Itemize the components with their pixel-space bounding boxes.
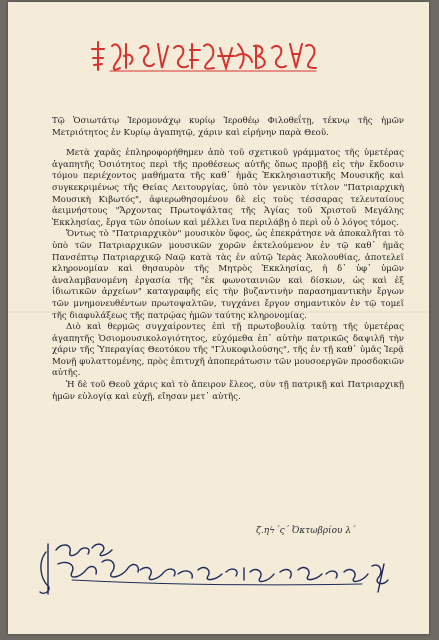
letter-body [52, 116, 404, 403]
paragraph-4: Ἡ δὲ τοῦ Θεοῦ χάρις καὶ τὸ ἄπειρον ἔλεος, σὺν τῇ πατρικῇ καὶ Πατριαρχικῇ ἡμῶν εὐλογίᾳ καὶ εὐχῇ, εἴησαν μετ᾽ αὐτῆς. [52, 380, 404, 402]
paragraph-2: Ὄντως τὸ "Πατριαρχικὸν" μουσικὸν ὕφος, ὡς ἐπεκράτησε νὰ ἀποκαλῆται τὸ ὑπὸ τῶν Πατριαρχικῶν μουσικῶν χορῶν ἐκτελούμενον ἐν τῷ καθ᾽ ἡμᾶς Πανσέπτῳ Πατριαρχικῷ Ναῷ κατὰ τὰς ἐν αὐτῷ Ἱερὰς Ἀκολουθίας, ἀποτελεῖ κληρονομίαν καὶ θησαυρὸν τῆς Μητρὸς Ἐκκλησίας, ἡ δ᾽ ὑφ᾽ ὑμῶν ἀναλαμβανομένη ἐργασία τῆς "ἐκ φωνοταινιῶν καὶ δίσκων, ὡς καὶ ἐξ ἰδιωτικῶν ἀρχείων" καταγραφῆς εἰς τὴν βυζαντινὴν παρασημαντικὴν ἔργων τῶν μνημονευθέντων πρωτοψαλτῶν, τυγχάνει ἔργον σημαντικὸν ἐν τῷ τομεῖ τῆς διαφυλάξεως τῆς πατρῴας ἡμῶν ταύτης κληρονομίας. [52, 229, 404, 321]
letter-date: ζ.ηϟ΄ς΄ Ὀκτωβρίου λ΄ [256, 526, 356, 536]
salutation: Τῷ Ὁσιωτάτῳ Ἱερομονάχῳ κυρίῳ Ἱεροθέῳ Φιλοθεΐτῃ, τέκνῳ τῆς ἡμῶν Μετριότητος ἐν Κυρίῳ ἀγαπητῷ, χάριν καὶ εἰρήνην παρὰ Θεοῦ. [52, 116, 404, 138]
patriarchal-heading-logo [90, 38, 320, 74]
letter-page [8, 2, 429, 634]
patriarch-signature [32, 534, 412, 600]
paragraph-3: Διὸ καὶ θερμῶς συγχαίροντες ἐπὶ τῇ πρωτοβουλίᾳ ταύτῃ τῆς ὑμετέρας ἀγαπητῆς Ὁσιομουσικολογιότητος, εὐχόμεθα ἐπ᾽ αὐτὴν πατρικῶς δαψιλῆ τὴν χάριν τῆς Ὑπεραγίας Θεοτόκου τῆς "Γλυκοφιλούσης", τῆς ἐν τῇ καθ᾽ ὑμᾶς Ἱερᾷ Μονῇ φυλαττομένης, πρὸς ἐπιτυχῆ ἀποπεράτωσιν τῶν μουσοεργῶν προσδοκιῶν αὐτῆς. [52, 322, 404, 379]
paragraph-1: Μετὰ χαρᾶς ἐπληροφορήθημεν ἀπὸ τοῦ σχετικοῦ γράμματος τῆς ὑμετέρας ἀγαπητῆς Ὁσιότητος περὶ τῆς προθέσεως αὐτῆς ὅπως προβῇ εἰς τὴν ἔκδοσιν τόμου περιέχοντος μαθήματα τῆς καθ᾽ ἡμᾶς Ἐκκλησιαστικῆς Μουσικῆς καὶ συγκεκριμένως τῆς Θείας Λειτουργίας, ὑπὸ τὸν γενικὸν τίτλον "Πατριαρχικὴ Μουσικὴ Κιβωτός", ἀφιερωθησομένου δὲ εἰς τοὺς τέσσαρας τελευταίους ἀειμνήστους "Ἄρχοντας Πρωτοψάλτας τῆς Ἁγίας τοῦ Χριστοῦ Μεγάλης Ἐκκλησίας, ἔργα τῶν ὁποίων καὶ μέλλει ἵνα περιλάβῃ ὁ περὶ οὗ ὁ λόγος τόμος. [52, 148, 404, 228]
